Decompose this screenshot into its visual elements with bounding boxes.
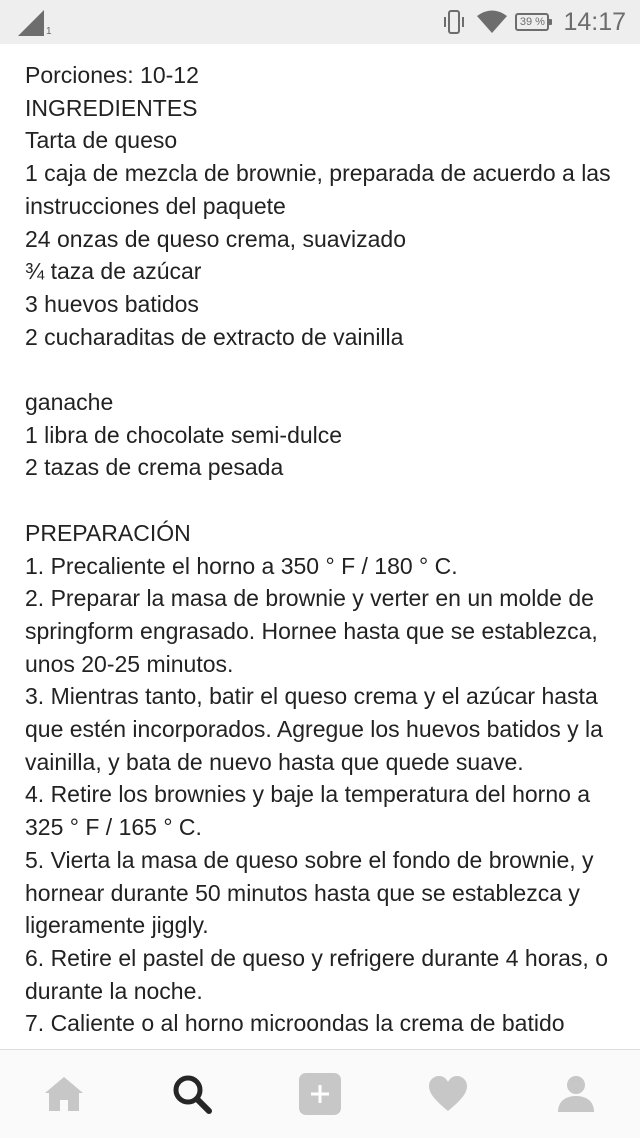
recipe-line: ganache (25, 389, 114, 416)
recipe-line: 1. Precaliente el horno a 350 ° F / 180 ° C. (25, 552, 458, 579)
recipe-line: 2 cucharaditas de extracto de vainilla (25, 323, 404, 350)
recipe-line: 24 onzas de queso crema, suavizado (25, 225, 407, 252)
recipe-line: 3 huevos batidos (25, 290, 199, 317)
blank-line (25, 484, 620, 517)
nav-home-button[interactable] (32, 1062, 96, 1126)
heart-icon (428, 1076, 468, 1112)
recipe-line: Tarta de queso (25, 127, 178, 154)
recipe-line: 5. Vierta la masa de queso sobre el fondo de brownie, y hornear durante 50 minutos hasta que se establezca y ligeramente jiggly. (25, 846, 594, 939)
vibrate-icon (443, 9, 465, 35)
nav-profile-button[interactable] (544, 1062, 608, 1126)
recipe-line: INGREDIENTES (25, 94, 198, 121)
status-bar (0, 0, 640, 44)
nav-activity-button[interactable] (416, 1062, 480, 1126)
wifi-icon (477, 10, 507, 34)
recipe-line: 4. Retire los brownies y baje la temperatura del horno a 325 ° F / 165 ° C. (25, 781, 591, 841)
recipe-line: 2. Preparar la masa de brownie y verter en un molde de springform engrasado. Hornee hasta que se establezca, unos 20-25 minutos. (25, 585, 598, 677)
recipe-line: 1 caja de mezcla de brownie, preparada de acuerdo a las instrucciones del paquete (25, 160, 611, 219)
signal-sim-label: 1 (46, 26, 52, 37)
clock: 14:17 (563, 7, 626, 36)
recipe-text (25, 59, 620, 1040)
recipe-line: 2 tazas de crema pesada (25, 454, 284, 481)
add-icon (298, 1072, 342, 1116)
recipe-line: 1 libra de chocolate semi-dulce (25, 421, 343, 448)
nav-search-button[interactable] (160, 1062, 224, 1126)
search-icon (172, 1074, 212, 1114)
bottom-navigation (0, 1049, 640, 1138)
recipe-content[interactable] (0, 44, 640, 1050)
recipe-line: 3. Mientras tanto, batir el queso crema y el azúcar hasta que estén incorporados. Agregue los huevos batidos y la vainilla, y bata de nuevo hasta que quede suave. (25, 683, 603, 775)
recipe-line: 6. Retire el pastel de queso y refrigere durante 4 horas, o durante la noche. (25, 944, 609, 1004)
home-icon (44, 1076, 84, 1112)
battery-indicator: 39 % (515, 13, 549, 31)
recipe-line: 7. Caliente o al horno microondas la crema de batido (25, 1010, 565, 1037)
nav-add-button[interactable] (288, 1062, 352, 1126)
blank-line (25, 353, 620, 386)
recipe-line: PREPARACIÓN (25, 519, 191, 546)
recipe-line: ¾ taza de azúcar (25, 258, 202, 285)
recipe-line: Porciones: 10-12 (25, 62, 199, 88)
profile-icon (556, 1075, 596, 1113)
